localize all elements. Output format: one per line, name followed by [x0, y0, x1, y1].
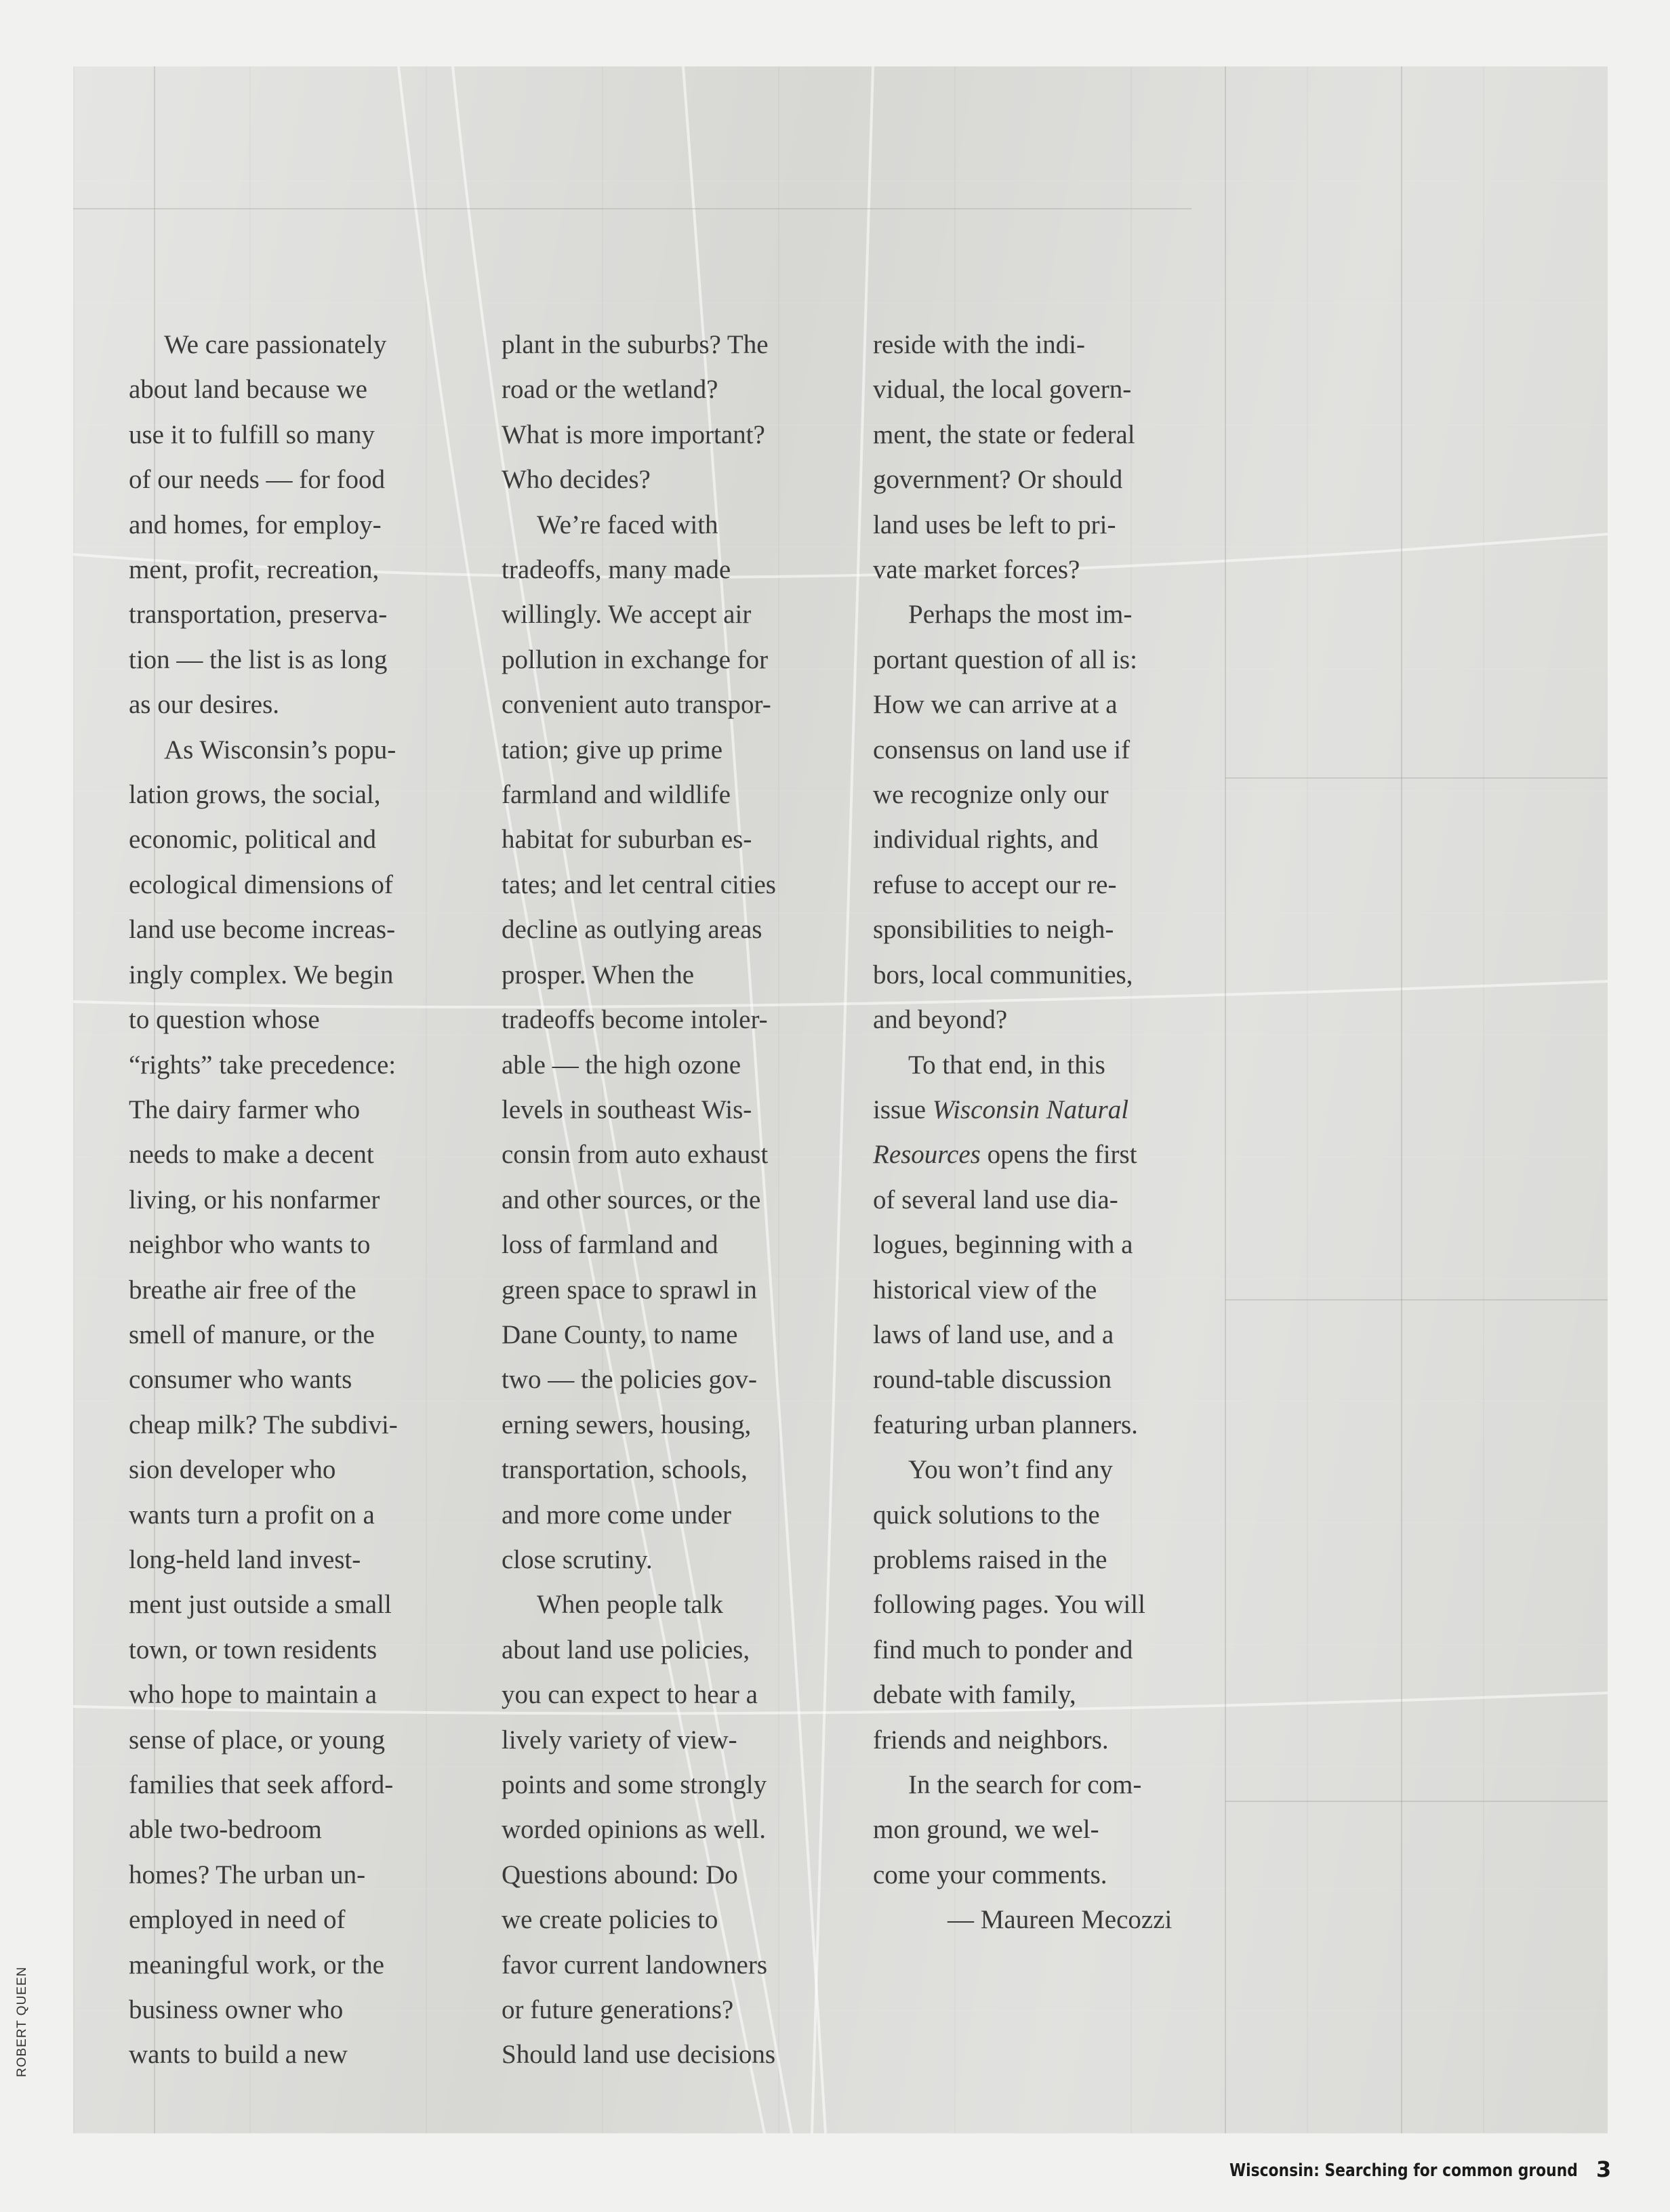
article-column-1	[129, 323, 481, 2078]
page-number: 3	[1596, 2156, 1612, 2182]
photo-credit: ROBERT QUEEN	[15, 1966, 29, 2077]
article-paragraph: You won’t find any quick solutions to the problems raised in the following pages. You will find much to ponder and debate with family, friends and neighbors.	[873, 1455, 1145, 1755]
magazine-title: Wisconsin Natural Resources	[873, 1094, 1129, 1170]
article-paragraph: Perhaps the most im- portant question of all is: How we can arrive at a consensus on land use if we recognize only our individual rights, and refuse to accept our re- sponsibilities to neigh- bors, local communities, and beyond?	[873, 600, 1137, 1035]
footer-title: Wisconsin: Searching for common ground	[1229, 2160, 1578, 2181]
article-paragraph: When people talk about land use policies, you can expect to hear a lively variety of view- points and some strongly worded opinions as well. Questions abound: Do we create policies to favor current landowners or future generations? Should land use decisions	[502, 1590, 776, 2070]
article-paragraph: plant in the suburbs? The road or the wetland? What is more important? Who decides?	[502, 330, 769, 495]
article-paragraph: As Wisconsin’s popu- lation grows, the social, economic, political and ecological dimensions of land use become increas- ingly complex. We begin to question whose “rights” take precedence: The dairy farmer who needs to make a decent living, or his nonfarmer neighbor who wants to breathe air free of the smell of manure, or the consumer who wants cheap milk? The subdivi- sion developer who wants turn a profit on a long-held land invest- ment just outside a small town, or town residents who hope to maintain a sense of place, or young families that seek afford- able two-bedroom homes? The urban un- employed in need of meaningful work, or the business owner who wants to build a new	[129, 735, 398, 2070]
article-paragraph: reside with the indi- vidual, the local govern- ment, the state or federal government? Or should land uses be left to pri- vate market forces?	[873, 330, 1135, 585]
paragraph-text: opens the first of several land use dia- logues, beginning with a historical view of the laws of land use, and a round-table discussion featuring urban planners.	[873, 1140, 1138, 1439]
article-column-3	[873, 323, 1225, 1943]
article-column-2	[502, 323, 854, 2078]
author-signature: — Maureen Mecozzi	[948, 1905, 1173, 1935]
article-paragraph: In the search for com- mon ground, we wel- come your comments.	[873, 1770, 1142, 1889]
article-paragraph: We care passionately about land because we use it to fulfill so many of our needs — for food and homes, for employ- ment, profit, recreation, transportation, preserva- tion — the list is as long as our desires.	[129, 330, 388, 720]
article-paragraph: We’re faced with tradeoffs, many made willingly. We accept air pollution in exchange for convenient auto transpor- tation; give up prime farmland and wildlife habitat for suburban es- tates; and let central cities decline as outlying areas prosper. When the tradeoffs become intoler- able — the high ozone levels in southeast Wis- consin from auto exhaust and other sources, or the loss of farmland and green space to sprawl in Dane County, to name two — the policies gov- erning sewers, housing, transportation, schools, and more come under close scrutiny.	[502, 510, 776, 1574]
article-paragraph	[873, 1043, 1225, 1448]
paragraph-text: To that end, in this issue	[873, 1050, 1105, 1124]
